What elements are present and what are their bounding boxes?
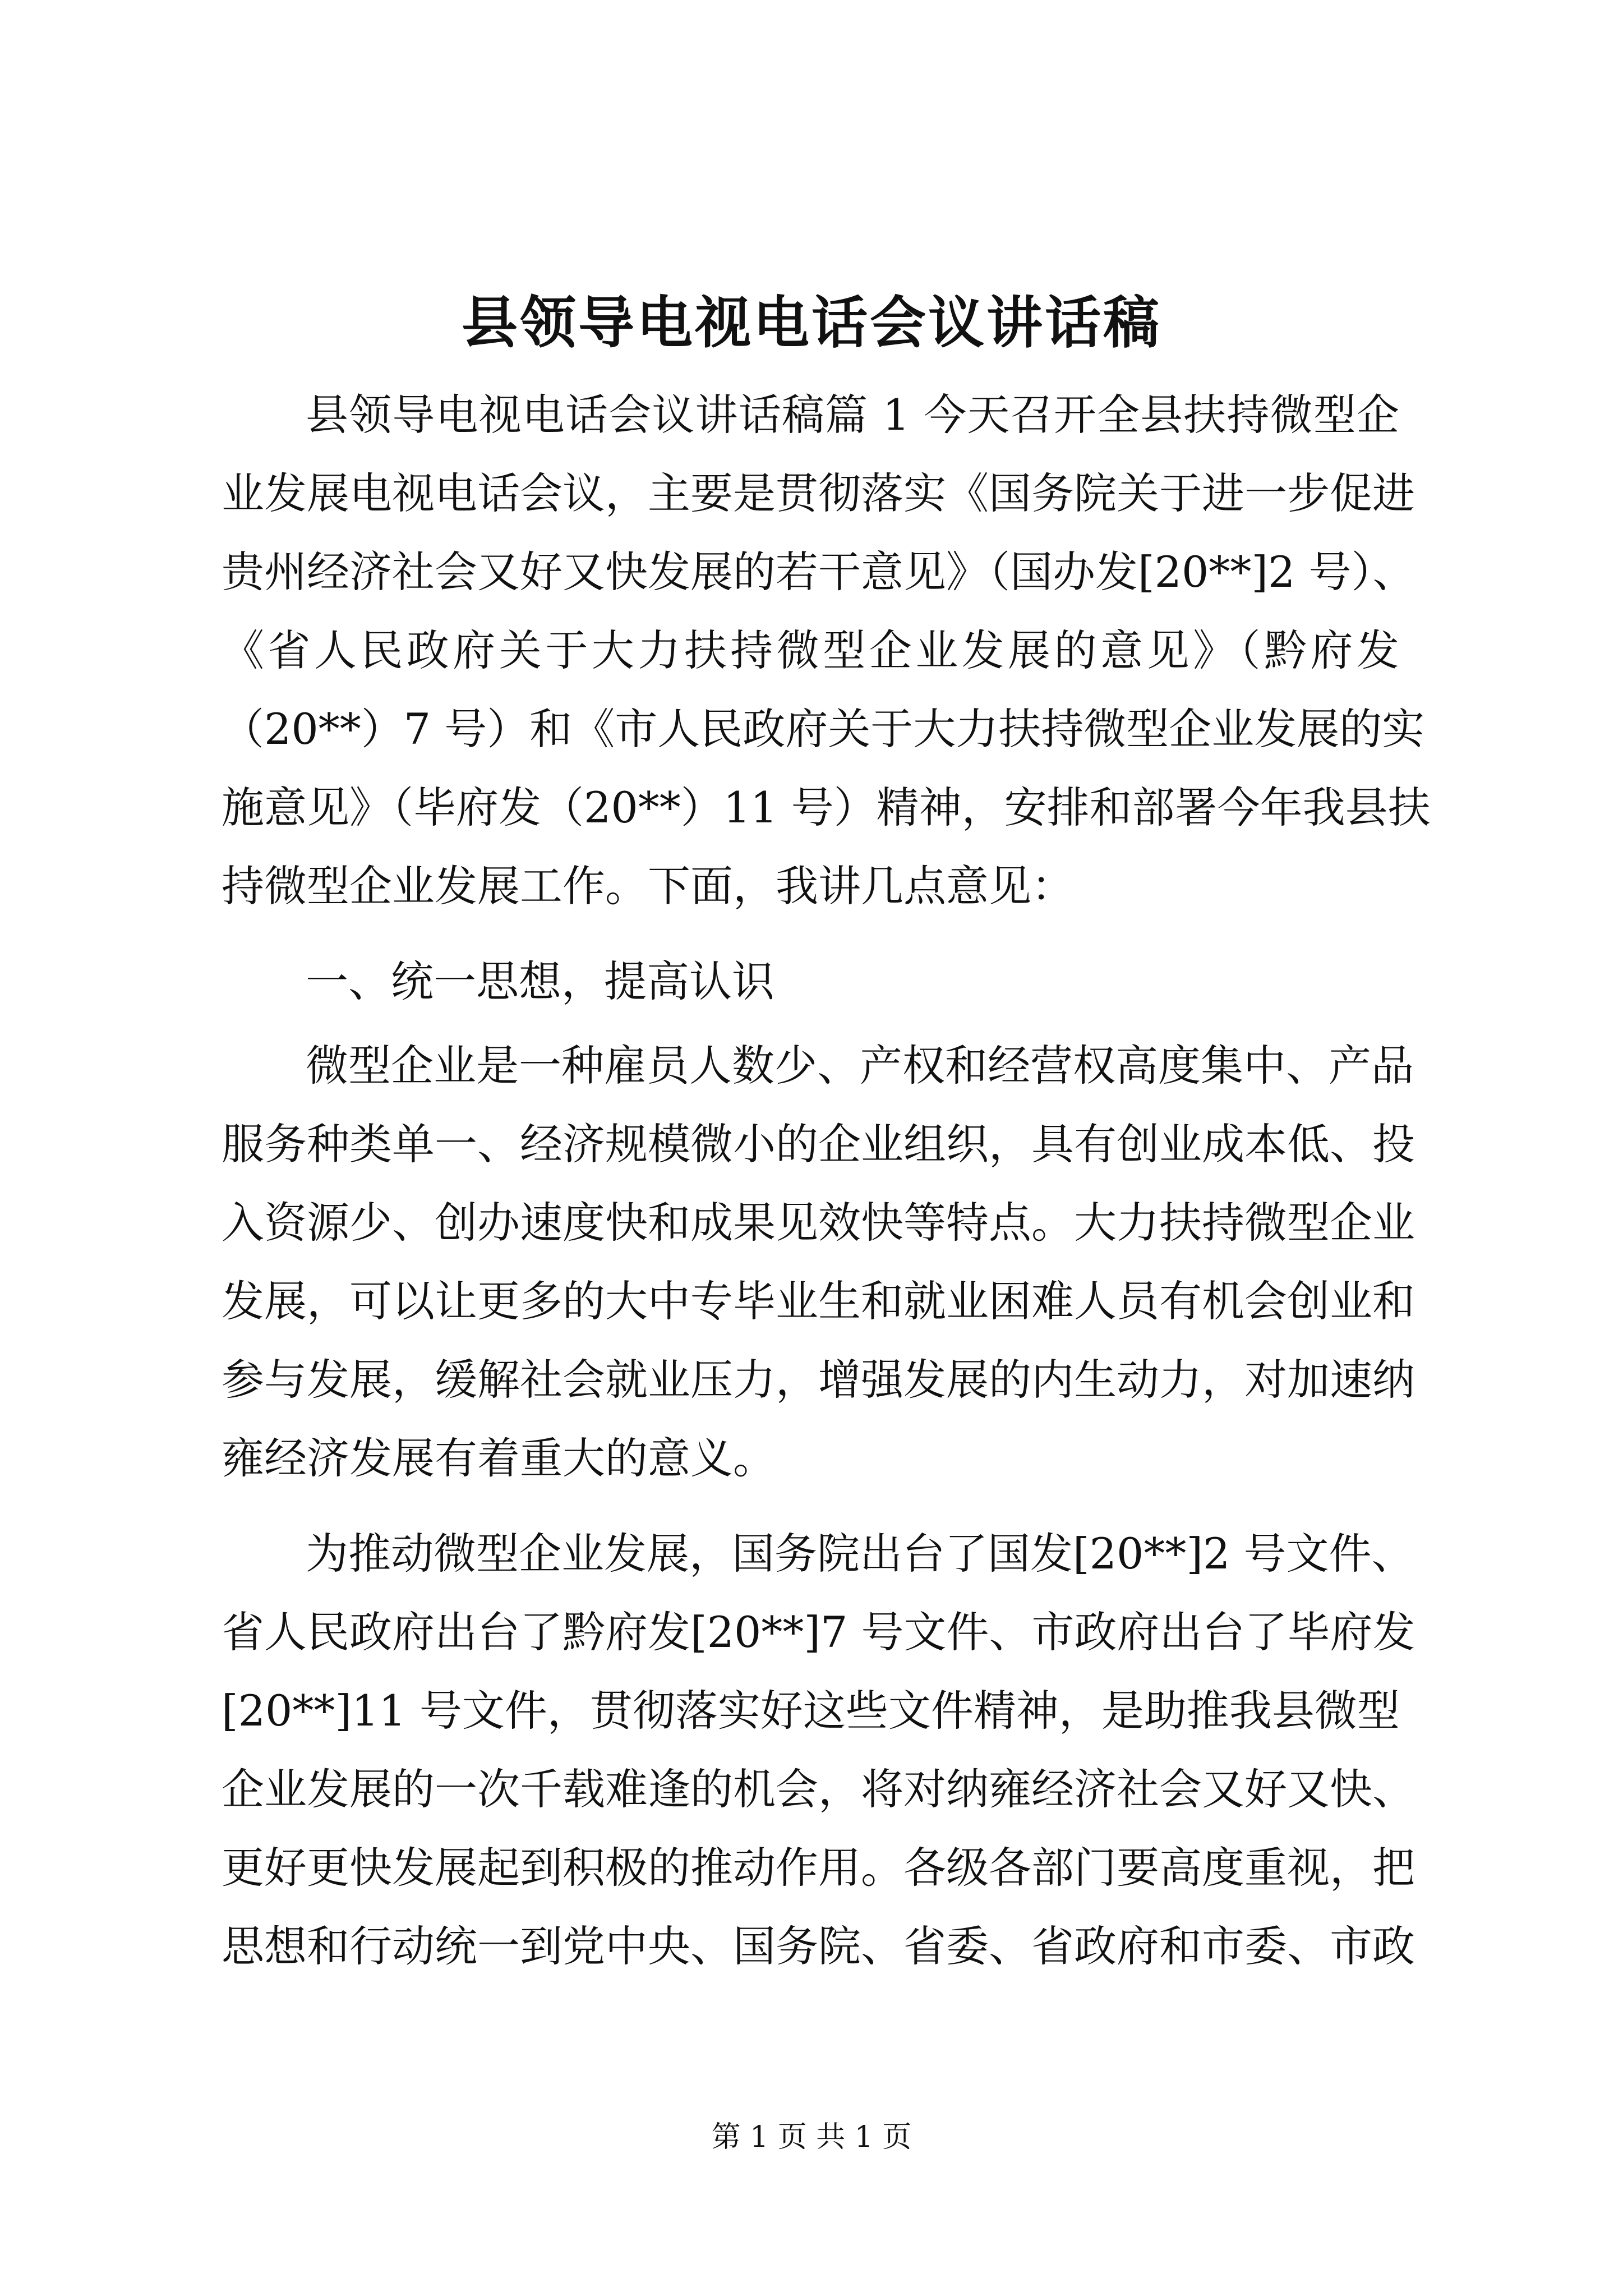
body-line-5: （20**）7 号）和《市人民政府关于大力扶持微型企业发展的实: [222, 704, 1425, 754]
body-line-7: 持微型企业发展工作。下面，我讲几点意见：: [222, 861, 1074, 911]
body-line-4: 《省人民政府关于大力扶持微型企业发展的意见》（黔府发: [222, 625, 1399, 675]
body-line-12: 发展，可以让更多的大中专毕业生和就业困难人员有机会创业和: [222, 1276, 1415, 1326]
body-line-19: 更好更快发展起到积极的推动作用。各级各部门要高度重视，把: [222, 1843, 1415, 1893]
body-line-14: 雍经济发展有着重大的意义。: [222, 1433, 776, 1483]
body-line-13: 参与发展，缓解社会就业压力，增强发展的内生动力，对加速纳: [222, 1355, 1415, 1405]
section-heading: 一、统一思想，提高认识: [306, 956, 774, 1006]
body-line-16: 省人民政府出台了黔府发[20**]7 号文件、市政府出台了毕府发: [222, 1607, 1415, 1657]
body-line-15: 为推动微型企业发展，国务院出台了国发[20**]2 号文件、: [306, 1529, 1414, 1579]
body-line-10: 服务种类单一、经济规模微小的企业组织，具有创业成本低、投: [222, 1119, 1415, 1169]
body-line-20: 思想和行动统一到党中央、国务院、省委、省政府和市委、市政: [222, 1921, 1415, 1971]
page-footer: 第 1 页 共 1 页: [711, 2120, 912, 2154]
body-line-1: 县领导电视电话会议讲话稿篇 1 今天召开全县扶持微型企: [306, 390, 1399, 440]
body-line-2: 业发展电视电话会议，主要是贯彻落实《国务院关于进一步促进: [222, 468, 1415, 518]
body-line-17: [20**]11 号文件，贯彻落实好这些文件精神，是助推我县微型: [222, 1686, 1400, 1736]
body-line-11: 入资源少、创办速度快和成果见效快等特点。大力扶持微型企业: [222, 1198, 1415, 1248]
body-line-6: 施意见》（毕府发（20**）11 号）精神，安排和部署今年我县扶: [222, 783, 1431, 832]
document-title: 县领导电视电话会议讲话稿: [462, 289, 1161, 356]
body-line-3: 贵州经济社会又好又快发展的若干意见》（国办发[20**]2 号）、: [222, 547, 1415, 597]
body-line-18: 企业发展的一次千载难逢的机会，将对纳雍经济社会又好又快、: [222, 1764, 1415, 1814]
body-line-9: 微型企业是一种雇员人数少、产权和经营权高度集中、产品: [306, 1041, 1414, 1091]
